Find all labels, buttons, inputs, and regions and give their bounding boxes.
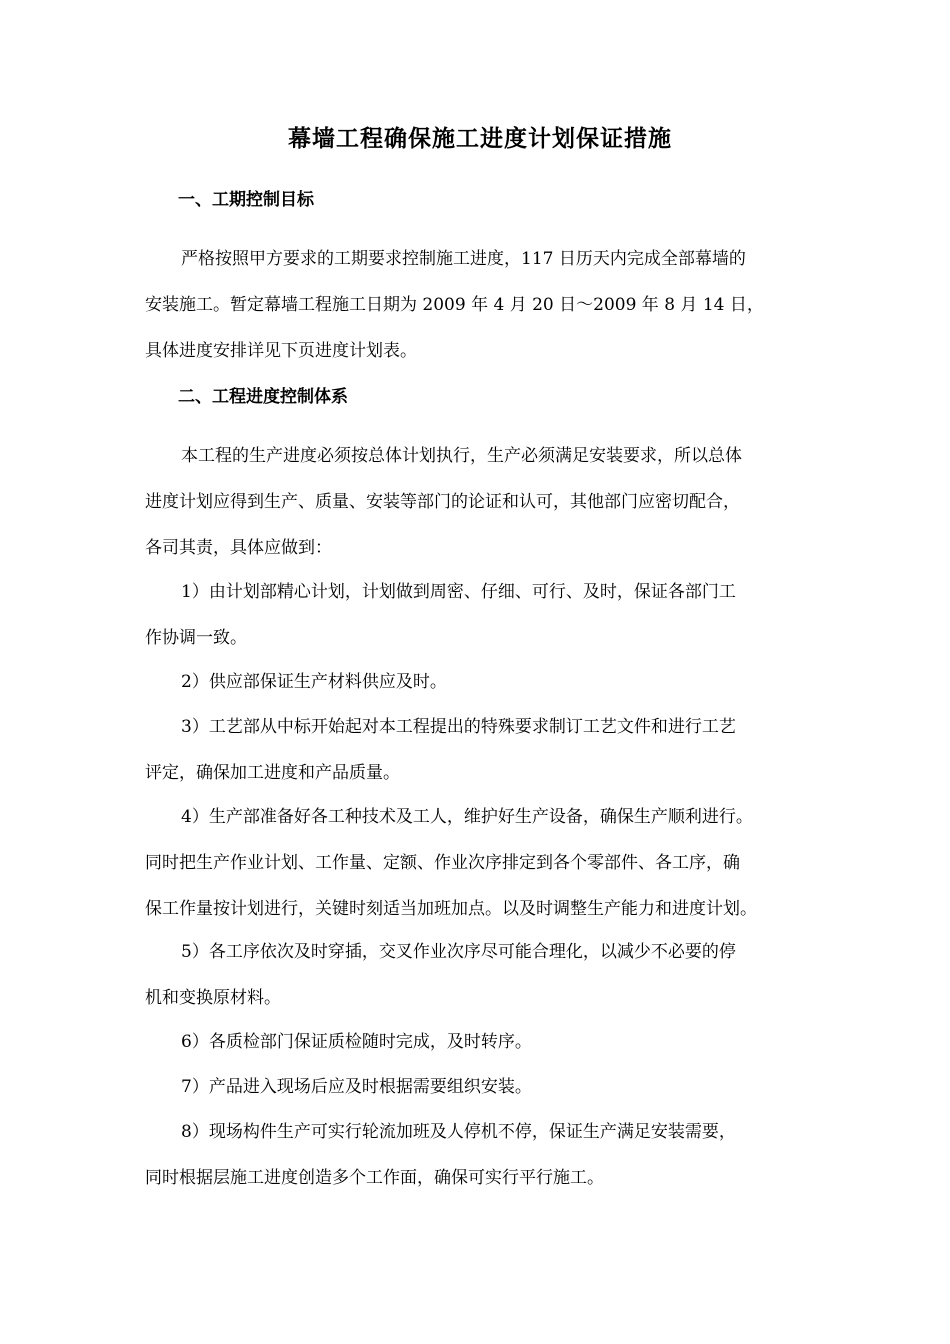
paragraph-line: 5）各工序依次及时穿插，交叉作业次序尽可能合理化，以减少不必要的停 [181,942,736,962]
document-title: 幕墙工程确保施工进度计划保证措施 [288,125,672,152]
paragraph-line: 同时把生产作业计划、工作量、定额、作业次序排定到各个零部件、各工序，确 [145,853,740,873]
paragraph-line: 同时根据层施工进度创造多个工作面，确保可实行平行施工。 [145,1168,604,1188]
paragraph-line: 8）现场构件生产可实行轮流加班及人停机不停，保证生产满足安装需要， [181,1122,736,1142]
paragraph-line: 4）生产部准备好各工种技术及工人，维护好生产设备，确保生产顺利进行。 [181,807,753,827]
list-item-6 [145,1019,815,1065]
list-item-8 [145,1109,815,1201]
paragraph-line: 严格按照甲方要求的工期要求控制施工进度，117 日历天内完成全部幕墙的 [181,249,746,269]
paragraph-line: 1）由计划部精心计划，计划做到周密、仔细、可行、及时，保证各部门工 [181,582,736,602]
paragraph-line: 3）工艺部从中标开始起对本工程提出的特殊要求制订工艺文件和进行工艺 [181,717,736,737]
list-item-5 [145,929,815,1021]
list-item-1 [145,569,815,661]
paragraph-intro [145,433,815,571]
section-heading-progress-control-system: 二、工程进度控制体系 [178,387,348,407]
list-item-3 [145,704,815,796]
paragraph-line: 安装施工。暂定幕墙工程施工日期为 2009 年 4 月 20 日～2009 年 8 月 14 日， [145,295,764,315]
section-heading-schedule-target: 一、工期控制目标 [178,190,314,210]
paragraph-line: 作协调一致。 [145,628,247,648]
list-item-2 [145,659,815,705]
paragraph-line: 各司其责，具体应做到： [145,538,332,558]
paragraph-line: 本工程的生产进度必须按总体计划执行，生产必须满足安装要求，所以总体 [181,446,742,466]
paragraph-line: 评定，确保加工进度和产品质量。 [145,763,400,783]
paragraph-line: 7）产品进入现场后应及时根据需要组织安装。 [181,1077,532,1097]
paragraph-line: 2）供应部保证生产材料供应及时。 [181,672,447,692]
list-item-7 [145,1064,815,1110]
paragraph-line: 进度计划应得到生产、质量、安装等部门的论证和认可，其他部门应密切配合， [145,492,740,512]
paragraph-schedule-target [145,236,815,374]
paragraph-line: 6）各质检部门保证质检随时完成，及时转序。 [181,1032,532,1052]
list-item-4 [145,794,815,932]
paragraph-line: 机和变换原材料。 [145,988,281,1008]
paragraph-line: 保工作量按计划进行，关键时刻适当加班加点。以及时调整生产能力和进度计划。 [145,899,757,919]
paragraph-line: 具体进度安排详见下页进度计划表。 [145,341,417,361]
